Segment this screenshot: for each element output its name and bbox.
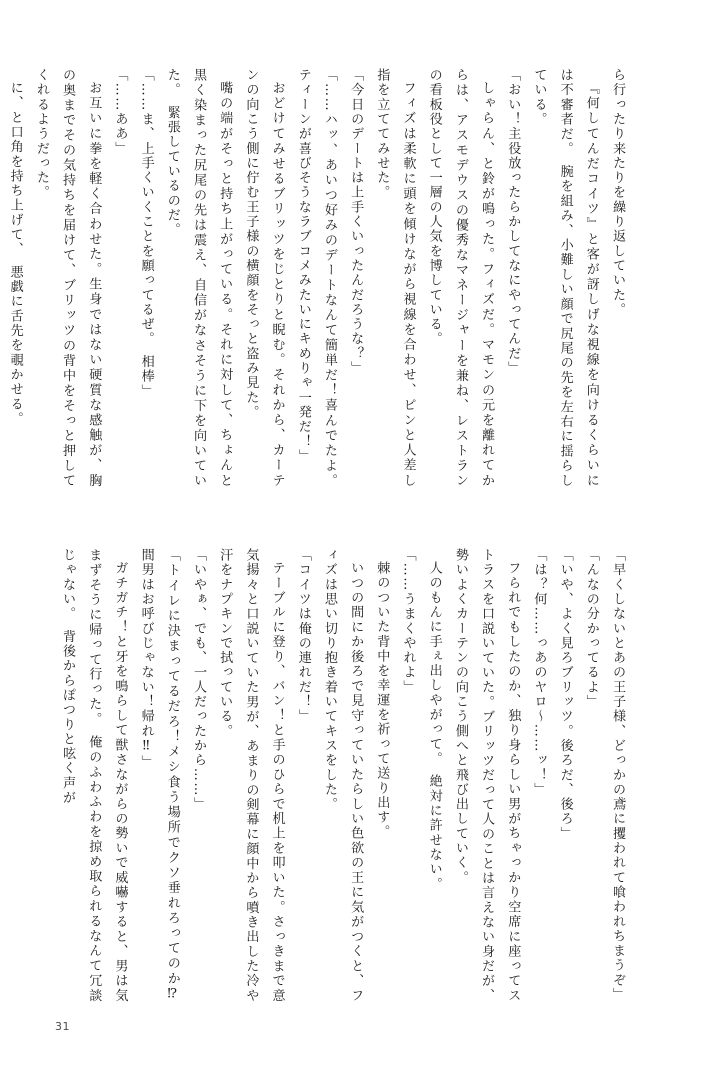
paragraph: フィズは柔軟に頭を傾けながら視線を合わせ、ピンと人差し指を立ててみせた。 [374,68,416,488]
paragraph-dialogue: 「トイレに決まってるだろ！メシ食う場所でクソ垂れろってのか⁉ 間男はお呼びじゃない！帰れ‼」 [138,548,180,1018]
paragraph-dialogue: 「……ハッ、あいつ好みのデートなんて簡単だ！喜んでたよ。ティーンが喜びそうなラブコメみたいにキめりゃ一発だ！」 [295,68,337,488]
paragraph-dialogue: 「……ま、上手くいくことを願ってるぜ。 相棒」 [138,68,154,399]
paragraph-dialogue: 「……ああ」 [112,68,128,156]
paragraph-dialogue: 「……うまくやれよ」 [400,548,416,695]
paragraph: テーブルに登り、バン！と手のひらで机上を叩いた。さっきまで意気揚々と口説いていた男が、あまりの剣幕に顔中から噴き出した冷や汗をナプキンで拭っている。 [217,548,285,1003]
paragraph: 『何してんだコイツ』と客が訝しげな視線を向けるくらいには不審者だ。 腕を組み、小難しい顔で尻尾の先を左右に揺らしている。 [531,68,599,488]
paragraph: 人のもんに手ぇ出しやがって。 絶対に許せない。 [426,561,442,892]
paragraph: ガチガチ！と牙を鳴らして獣さながらの勢いで威嚇すると、男は気まずそうに帰って行った。 俺のふわふわを掠め取られるなんて冗談じゃない。 背後からぽつりと呟く声が [60,548,128,1003]
paragraph-dialogue: 「今日のデートは上手くいったんだろうな？」 [348,68,364,376]
page-number: 31 [55,1020,70,1033]
paragraph: 嘴の端がそっと持ち上がっている。それに対して、ちょんと黒く染まった尻尾の先は震え、自信がなさそうに下を向いていた。 緊張しているのだ。 [164,68,233,488]
paragraph-dialogue: 「早くしないとあの王子様、どっかの鳶に攫われて喰われちまうぞ」 [610,548,625,1003]
paragraph-dialogue: 「おい！主役放ったらかしてなにやってんだ」 [505,68,521,376]
paragraph: しゃらん、と鈴が鳴った。フィズだ。マモンの元を離れてからは、アスモデウスの優秀なマネージャーを兼ね、レストランの看板役として一層の人気を博している。 [426,68,495,488]
paragraph-dialogue: 「は？何……っあのヤロ～……ッ！」 [531,548,547,798]
text-block-lower [60,548,630,1018]
paragraph-dialogue: 「んなの分かってるよ」 [583,548,599,710]
paragraph: おどけてみせるブリッツをじとりと睨む。それから、カーテンの向こう側に佇む王子様の横顔をそっと盗み見た。 [243,68,285,488]
paragraph: ら行ったり来たりを繰り返していた。 [610,68,625,318]
paragraph: お互いに拳を軽く合わせた。生身ではない硬質な感触が、胸の奥までその気持ちを届けて、ブリッツの背中をそっと押してくれるようだった。 [33,68,102,488]
paragraph-dialogue: 「コイツは俺の連れだ！」 [295,548,311,724]
paragraph: フられでもしたのか、独り身らしい男がちゃっかり空席に座ってストラスを口説いていた。ブリッツだって人のことは言えない身だが、勢いよくカーテンの向こう側へと飛び出していく。 [452,548,521,1003]
paragraph: 棘のついた背中を幸運を祈って送り出す。 [374,561,390,840]
paragraph-dialogue: 「いやぁ、でも、一人だったから……」 [191,548,206,812]
text-block-upper [7,68,630,488]
paragraph-dialogue: 「いや、よく見ろブリッツ。後ろだ、後ろ」 [557,548,573,841]
paragraph: に、と口角を持ち上げて、 悪戯に舌先を覗かせる。 [7,81,23,427]
paragraph: いつの間にか後ろで見守っていたらしい色欲の王に気がつくと、フィズは思い切り抱き着いてキスをした。 [321,548,364,1003]
